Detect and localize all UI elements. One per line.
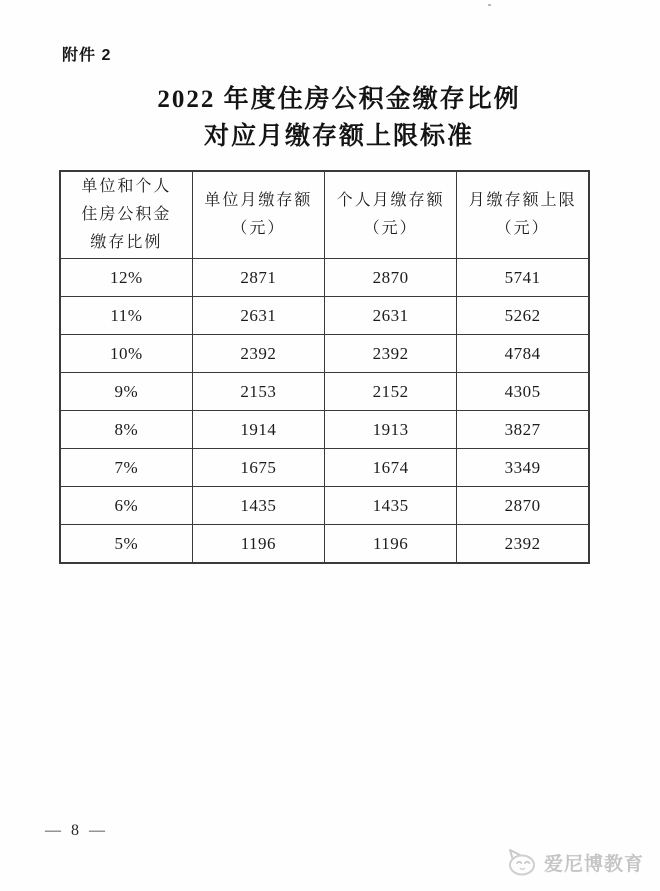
column-header-ratio-line1: 单位和个人 bbox=[81, 178, 172, 195]
cell-ratio: 6% bbox=[60, 487, 192, 525]
column-header-ratio-line3: 缴存比例 bbox=[90, 234, 163, 251]
cell-personal-amount: 1196 bbox=[325, 525, 457, 564]
table-row bbox=[60, 335, 589, 373]
cell-monthly-limit: 3827 bbox=[457, 411, 589, 449]
cell-unit-amount: 2871 bbox=[192, 259, 324, 297]
table-header-row bbox=[60, 171, 589, 259]
cell-unit-amount: 1435 bbox=[192, 487, 324, 525]
cell-personal-amount: 1435 bbox=[325, 487, 457, 525]
cell-ratio: 12% bbox=[60, 259, 192, 297]
column-header-unit-line2: （元） bbox=[231, 220, 286, 237]
cell-monthly-limit: 5262 bbox=[457, 297, 589, 335]
table-body bbox=[60, 259, 589, 564]
table-row bbox=[60, 449, 589, 487]
watermark bbox=[504, 847, 644, 877]
scan-artifact-dot bbox=[488, 4, 491, 6]
column-header-personal-line2: （元） bbox=[363, 220, 418, 237]
attachment-label: 附件 2 bbox=[62, 47, 112, 64]
column-header-ratio-line2: 住房公积金 bbox=[81, 206, 172, 223]
watermark-text: 爱尼博教育 bbox=[544, 853, 645, 875]
cell-monthly-limit: 5741 bbox=[457, 259, 589, 297]
cell-unit-amount: 1914 bbox=[192, 411, 324, 449]
cell-monthly-limit: 4305 bbox=[457, 373, 589, 411]
cell-unit-amount: 2631 bbox=[192, 297, 324, 335]
cell-monthly-limit: 4784 bbox=[457, 335, 589, 373]
page-number: — 8 — bbox=[45, 822, 108, 839]
cell-personal-amount: 1913 bbox=[325, 411, 457, 449]
page-title-line2: 对应月缴存额上限标准 bbox=[203, 123, 474, 150]
cell-ratio: 9% bbox=[60, 373, 192, 411]
column-header-personal-line1: 个人月缴存额 bbox=[336, 192, 445, 209]
cell-unit-amount: 1196 bbox=[192, 525, 324, 564]
cell-personal-amount: 2392 bbox=[325, 335, 457, 373]
cell-monthly-limit: 2870 bbox=[457, 487, 589, 525]
column-header-personal-amount bbox=[325, 171, 457, 259]
cell-personal-amount: 2631 bbox=[325, 297, 457, 335]
contribution-limits-table bbox=[59, 170, 590, 564]
table-header bbox=[60, 171, 589, 259]
page-title bbox=[9, 81, 660, 155]
table-row bbox=[60, 411, 589, 449]
mascot-face-icon bbox=[504, 847, 538, 877]
cell-monthly-limit: 2392 bbox=[457, 525, 589, 564]
table-row bbox=[60, 487, 589, 525]
table-row bbox=[60, 259, 589, 297]
page-title-line1: 2022 年度住房公积金缴存比例 bbox=[157, 86, 521, 113]
cell-personal-amount: 2870 bbox=[325, 259, 457, 297]
cell-monthly-limit: 3349 bbox=[457, 449, 589, 487]
cell-unit-amount: 2153 bbox=[192, 373, 324, 411]
table-row bbox=[60, 525, 589, 564]
cell-unit-amount: 1675 bbox=[192, 449, 324, 487]
cell-personal-amount: 1674 bbox=[325, 449, 457, 487]
column-header-limit-line2: （元） bbox=[495, 220, 550, 237]
column-header-unit-amount bbox=[192, 171, 324, 259]
column-header-unit-line1: 单位月缴存额 bbox=[204, 192, 313, 209]
table-row bbox=[60, 373, 589, 411]
cell-ratio: 8% bbox=[60, 411, 192, 449]
column-header-limit-line1: 月缴存额上限 bbox=[468, 192, 577, 209]
cell-personal-amount: 2152 bbox=[325, 373, 457, 411]
cell-ratio: 5% bbox=[60, 525, 192, 564]
column-header-monthly-limit bbox=[457, 171, 589, 259]
cell-ratio: 10% bbox=[60, 335, 192, 373]
column-header-ratio bbox=[60, 171, 192, 259]
cell-unit-amount: 2392 bbox=[192, 335, 324, 373]
cell-ratio: 7% bbox=[60, 449, 192, 487]
cell-ratio: 11% bbox=[60, 297, 192, 335]
table-row bbox=[60, 297, 589, 335]
